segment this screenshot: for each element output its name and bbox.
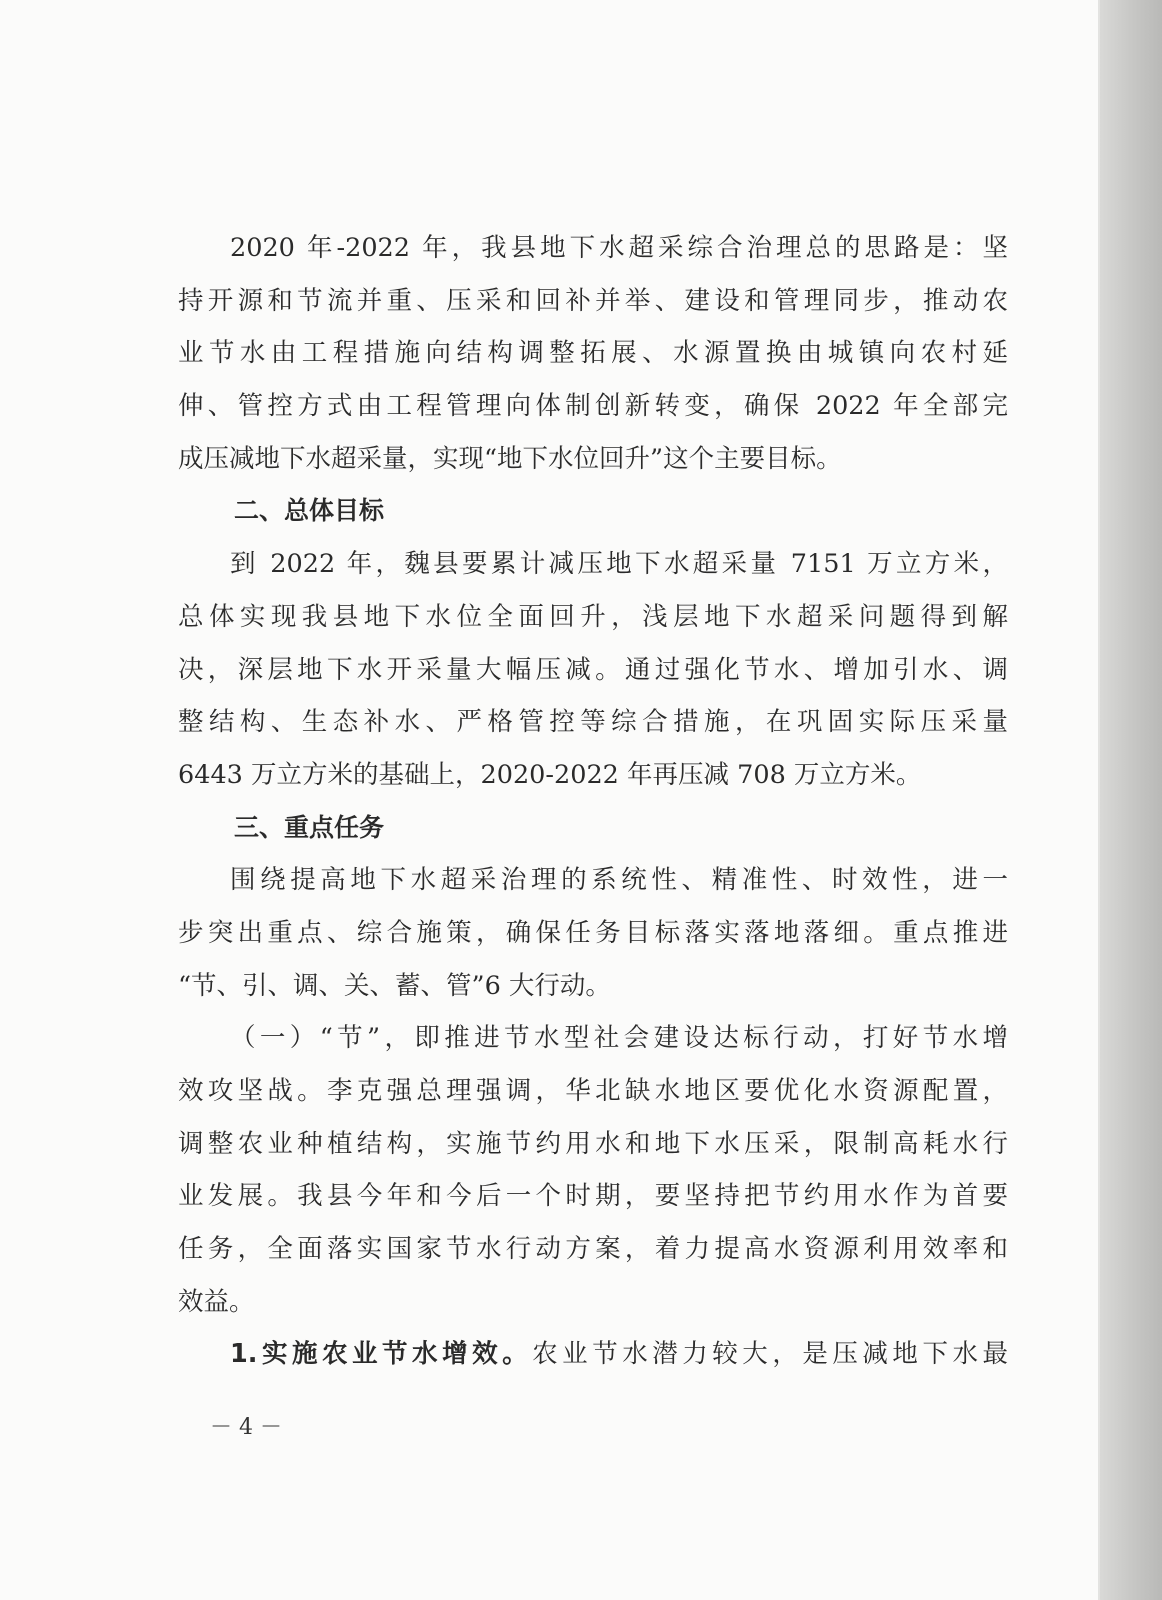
paragraph-line: 调整农业种植结构，实施节约用水和地下水压采，限制高耗水行 [178,1128,1008,1159]
item-1-text: 农业节水潜力较大，是压减地下水最 [532,1339,1008,1370]
document-body [178,222,1008,1381]
section-heading-key-tasks: 三、重点任务 [234,812,385,842]
item-line [178,1328,1008,1381]
paragraph-line: 到 2022 年，魏县要累计减压地下水超采量 7151 万立方米， [230,549,1008,580]
scanner-background [1100,0,1162,1600]
paragraph-line: 决，深层地下水开采量大幅压减。通过强化节水、增加引水、调 [178,654,1008,685]
paragraph-line: “节、引、调、关、蓄、管”6 大行动。 [178,970,611,1001]
page-number: － 4 － [210,1415,282,1440]
paragraph-line: 业节水由工程措施向结构调整拓展、水源置换由城镇向农村延 [178,338,1008,369]
paragraph-line: 效攻坚战。李克强总理强调，华北缺水地区要优化水资源配置， [178,1076,1008,1106]
paragraph-line: 持开源和节流并重、压采和回补并举、建设和管理同步，推动农 [178,285,1008,316]
paragraph-line: 整结构、生态补水、严格管控等综合措施，在巩固实际压采量 [178,707,1008,738]
paragraph-line: 总体实现我县地下水位全面回升，浅层地下水超采问题得到解 [178,601,1008,632]
paragraph-line: 业发展。我县今年和今后一个时期，要坚持把节约用水作为首要 [178,1181,1008,1212]
paragraph-line: 2020 年-2022 年，我县地下水超采综合治理总的思路是：坚 [230,233,1008,263]
section-heading-overall-goals: 二、总体目标 [234,496,385,526]
item-1-bold-title: 1.实施农业节水增效。 [230,1339,533,1370]
paragraph-line: 任务，全面落实国家节水行动方案，着力提高水资源利用效率和 [178,1234,1008,1265]
paragraph-line: 效益。 [178,1286,255,1317]
paragraph-line: 成压减地下水超采量，实现“地下水位回升”这个主要目标。 [178,443,842,474]
paragraph-line: 步突出重点、综合施策，确保任务目标落实落地落细。重点推进 [178,917,1008,948]
paragraph-line: （一）“节”，即推进节水型社会建设达标行动，打好节水增 [230,1023,1008,1054]
paragraph-line: 围绕提高地下水超采治理的系统性、精准性、时效性，进一 [230,865,1008,896]
paragraph-line: 伸、管控方式由工程管理向体制创新转变，确保 2022 年全部完 [178,391,1008,422]
paragraph-line: 6443 万立方米的基础上，2020-2022 年再压减 708 万立方米。 [178,759,922,790]
